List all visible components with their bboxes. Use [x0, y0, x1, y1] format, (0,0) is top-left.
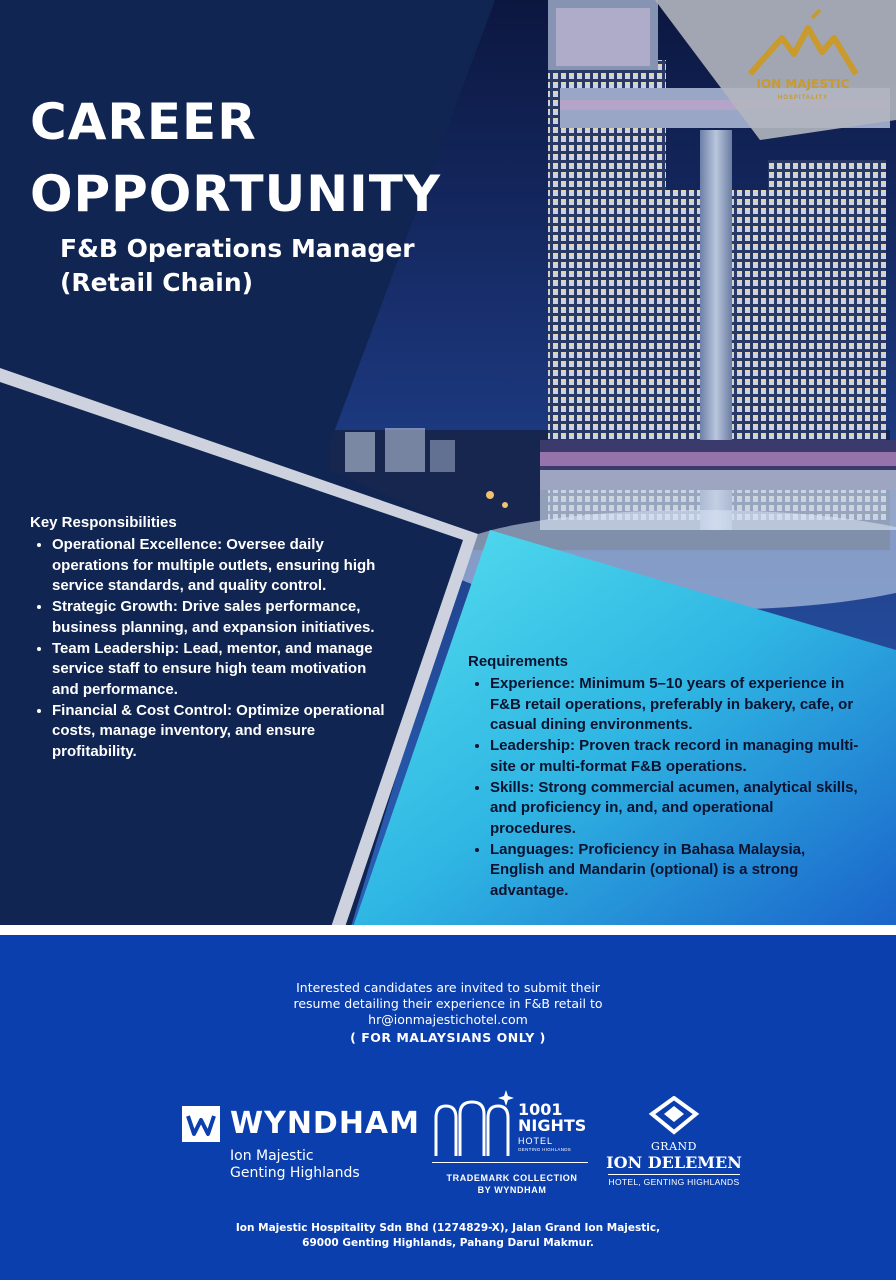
job-title	[60, 232, 415, 300]
tm-line-2: BY WYNDHAM	[477, 1185, 547, 1195]
apply-line-2: resume detailing their experience in F&B retail to	[293, 996, 603, 1011]
delemen-subtitle: HOTEL, GENTING HIGHLANDS	[608, 1177, 740, 1187]
wyndham-w-icon	[182, 1106, 220, 1142]
tm-line-1: TRADEMARK COLLECTION	[446, 1173, 578, 1183]
list-item: • Experience: Minimum 5–10 years of experience in F&B retail operations, preferably in bakery, cafe, or casual dining environments.	[490, 674, 863, 736]
1001-nights-logo	[432, 1088, 592, 1198]
arches-icon	[432, 1088, 514, 1158]
eligibility-note: ( FOR MALAYSIANS ONLY )	[350, 1030, 546, 1045]
ion-majestic-logo-mark	[742, 8, 864, 108]
wyndham-subtitle	[230, 1148, 360, 1182]
trademark-collection	[432, 1172, 592, 1196]
nights-line-2: NIGHTS	[518, 1116, 587, 1135]
list-item: • Leadership: Proven track record in managing multi-site or multi-format F&B operations.	[490, 736, 863, 777]
job-title-line-2: (Retail Chain)	[60, 268, 254, 297]
apply-line-1: Interested candidates are invited to submit their	[296, 980, 600, 995]
nights-hotel-label: HOTEL	[518, 1136, 554, 1146]
grand-ion-delemen-logo	[604, 1096, 744, 1196]
list-item: • Financial & Cost Control: Optimize operational costs, manage inventory, and ensure profitability.	[52, 701, 390, 763]
requirements-list	[468, 674, 863, 902]
address-line-2: 69000 Genting Highlands, Pahang Darul Makmur.	[302, 1237, 594, 1249]
company-address	[0, 1221, 896, 1251]
brand-tagline: HOSPITALITY	[777, 95, 829, 101]
nights-wordmark	[518, 1102, 586, 1134]
delemen-grand-label: GRAND	[651, 1140, 697, 1153]
wyndham-sub-line-1: Ion Majestic	[230, 1148, 314, 1164]
page-title	[30, 86, 441, 230]
diamond-emblem-icon	[648, 1096, 700, 1136]
responsibilities-list	[30, 535, 390, 763]
list-item: • Team Leadership: Lead, mentor, and manage service staff to ensure high team motivation and performance.	[52, 639, 390, 701]
title-line-1: CAREER	[30, 93, 257, 151]
wyndham-wordmark: WYNDHAM	[230, 1106, 421, 1141]
requirements-heading: Requirements	[468, 653, 569, 670]
delemen-wordmark: ION DELEMEN	[606, 1153, 742, 1172]
job-title-line-1: F&B Operations Manager	[60, 234, 415, 263]
nights-line-1: 1001	[518, 1100, 563, 1119]
requirements-section	[468, 652, 863, 902]
application-info	[0, 980, 896, 1046]
divider	[608, 1174, 740, 1175]
responsibilities-heading: Key Responsibilities	[30, 514, 177, 531]
responsibilities-section	[30, 513, 390, 763]
wyndham-logo	[182, 1104, 422, 1184]
divider	[0, 925, 896, 935]
brand-name: ION MAJESTIC	[756, 77, 850, 91]
nights-location: GENTING HIGHLANDS	[518, 1147, 572, 1152]
list-item: • Operational Excellence: Oversee daily operations for multiple outlets, ensuring high service standards, and quality control.	[52, 535, 390, 597]
contact-email[interactable]: hr@ionmajestichotel.com	[368, 1012, 528, 1027]
list-item: • Strategic Growth: Drive sales performance, business planning, and expansion initiatives.	[52, 597, 390, 638]
divider	[432, 1162, 588, 1163]
list-item: • Languages: Proficiency in Bahasa Malaysia, English and Mandarin (optional) is a strong advantage.	[490, 840, 863, 902]
wyndham-sub-line-2: Genting Highlands	[230, 1165, 360, 1181]
list-item: • Skills: Strong commercial acumen, analytical skills, and proficiency in, and, and operational procedures.	[490, 778, 863, 840]
address-line-1: Ion Majestic Hospitality Sdn Bhd (1274829-X), Jalan Grand Ion Majestic,	[235, 1222, 661, 1234]
title-line-2: OPPORTUNITY	[30, 165, 442, 223]
